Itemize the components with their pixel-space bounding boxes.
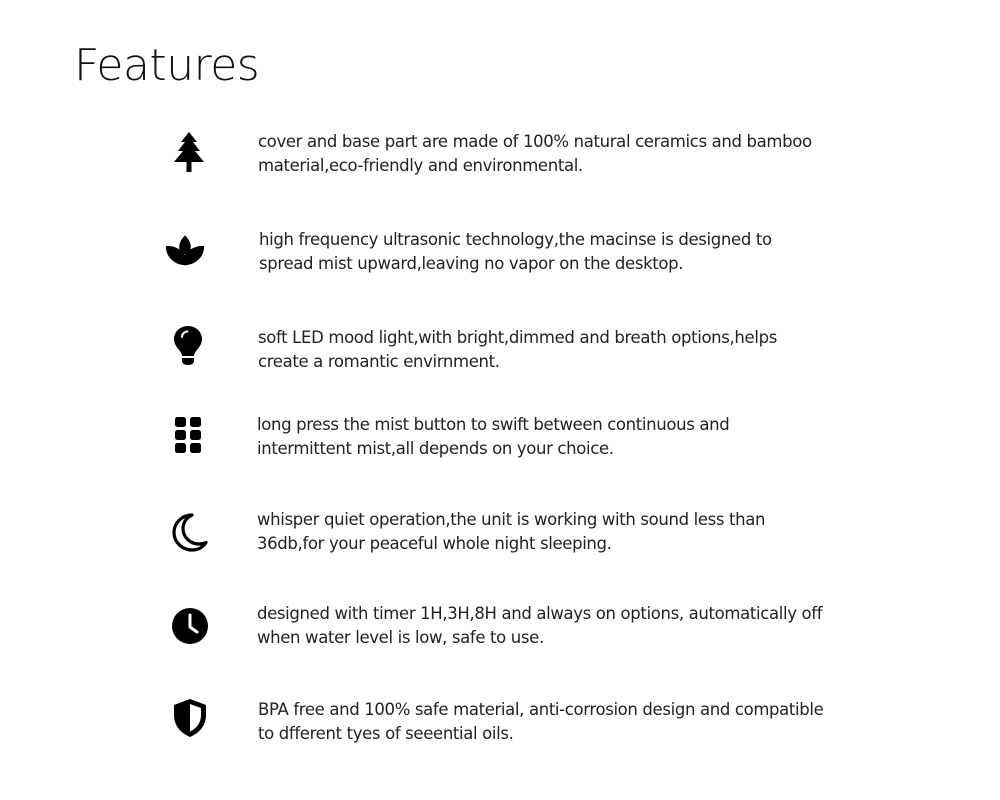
feature-text: soft LED mood light,with bright,dimmed and breath options,helps create a romantic envirnment. [258,328,777,371]
feature-text: whisper quiet operation,the unit is working with sound less than 36db,for your peaceful whole night sleeping. [257,510,766,553]
feature-text: BPA free and 100% safe material, anti-corrosion design and compatible to dfferent tyes of seeential oils. [258,700,824,743]
feature-text: designed with timer 1H,3H,8H and always on options, automatically off when water level is low, safe to use. [257,604,823,647]
tree-icon [169,134,209,174]
shield-icon [170,698,210,738]
clock-icon [170,606,210,646]
grid-icon [169,415,209,455]
moon-icon [170,512,210,552]
page-title: Features [74,40,260,91]
lightbulb-icon [168,326,208,366]
feature-text: high frequency ultrasonic technology,the macinse is designed to spread mist upward,leaving no vapor on the desktop. [259,230,772,273]
feature-text: long press the mist button to swift between continuous and intermittent mist,all depends on your choice. [257,415,730,458]
lotus-icon [165,232,205,272]
feature-text: cover and base part are made of 100% natural ceramics and bamboo material,eco-friendly and environmental. [258,132,812,175]
